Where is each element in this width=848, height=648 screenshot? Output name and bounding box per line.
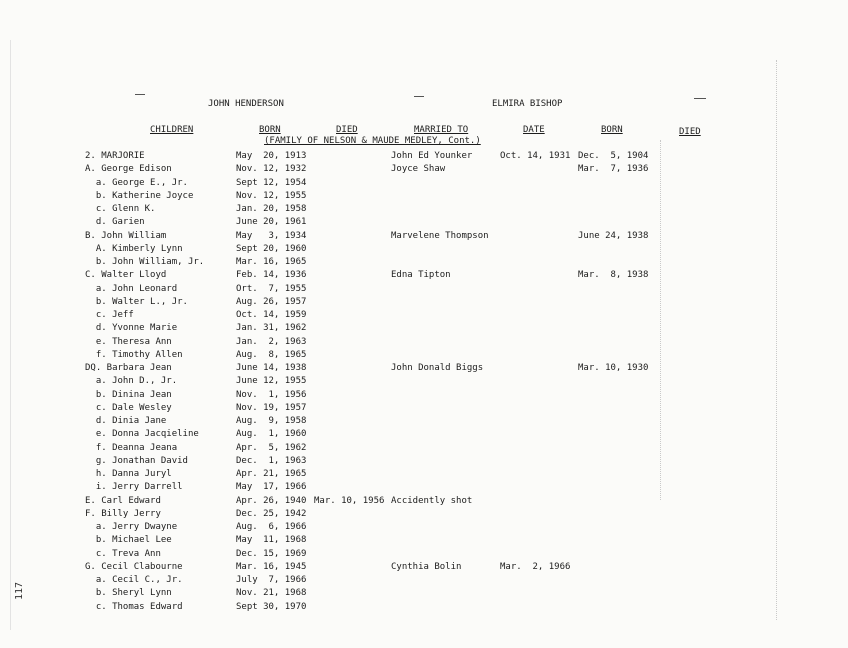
child-born: July 7, 1966 xyxy=(236,575,307,585)
child-name: c. Glenn K. xyxy=(85,204,156,214)
child-name: f. Timothy Allen xyxy=(85,350,183,360)
child-name: c. Dale Wesley xyxy=(85,403,172,413)
spouse-name: John Donald Biggs xyxy=(391,363,484,373)
child-born: Nov. 19, 1957 xyxy=(236,403,307,413)
child-born: Ort. 7, 1955 xyxy=(236,284,307,294)
child-name: a. George E., Jr. xyxy=(85,178,188,188)
column-date: DATE xyxy=(523,125,545,135)
scan-artifact-line xyxy=(660,140,661,500)
child-name: e. Donna Jacqieline xyxy=(85,429,199,439)
child-born: Aug. 26, 1957 xyxy=(236,297,307,307)
child-born: Jan. 31, 1962 xyxy=(236,323,307,333)
page-edge xyxy=(10,40,11,630)
child-born: May 17, 1966 xyxy=(236,482,307,492)
child-name: a. John Leonard xyxy=(85,284,178,294)
spouse-born: Mar. 8, 1938 xyxy=(578,270,649,280)
child-name: 2. MARJORIE xyxy=(85,151,145,161)
child-born: Oct. 14, 1959 xyxy=(236,310,307,320)
child-name: a. Jerry Dwayne xyxy=(85,522,178,532)
spouse-born: Dec. 5, 1904 xyxy=(578,151,649,161)
child-born: May 3, 1934 xyxy=(236,231,307,241)
child-name: h. Danna Juryl xyxy=(85,469,172,479)
child-born: Aug. 6, 1966 xyxy=(236,522,307,532)
child-name: c. Thomas Edward xyxy=(85,602,183,612)
spouse-name: Accidently shot xyxy=(391,496,473,506)
child-born: June 20, 1961 xyxy=(236,217,307,227)
child-born: Nov. 1, 1956 xyxy=(236,390,307,400)
child-born: Sept 20, 1960 xyxy=(236,244,307,254)
child-born: Apr. 26, 1940 xyxy=(236,496,307,506)
child-name: b. Michael Lee xyxy=(85,535,172,545)
child-name: b. Dinina Jean xyxy=(85,390,172,400)
father-name: JOHN HENDERSON xyxy=(208,99,284,109)
child-name: a. John D., Jr. xyxy=(85,376,178,386)
child-died: Mar. 10, 1956 xyxy=(314,496,385,506)
child-name: C. Walter Lloyd xyxy=(85,270,167,280)
child-born: Sept 30, 1970 xyxy=(236,602,307,612)
child-born: Nov. 12, 1932 xyxy=(236,164,307,174)
child-born: Apr. 5, 1962 xyxy=(236,443,307,453)
column-married-to: MARRIED TO xyxy=(414,125,469,135)
scan-mark xyxy=(694,98,706,99)
spouse-name: Cynthia Bolin xyxy=(391,562,462,572)
column-spouse-born: BORN xyxy=(601,125,623,135)
scan-artifact-line xyxy=(776,60,777,620)
child-name: g. Jonathan David xyxy=(85,456,188,466)
child-name: d. Dinia Jane xyxy=(85,416,167,426)
spouse-name: Marvelene Thompson xyxy=(391,231,489,241)
child-born: Mar. 16, 1945 xyxy=(236,562,307,572)
child-name: b. Walter L., Jr. xyxy=(85,297,188,307)
child-name: A. Kimberly Lynn xyxy=(85,244,183,254)
column-children: CHILDREN xyxy=(150,125,194,135)
child-name: c. Treva Ann xyxy=(85,549,161,559)
column-died: DIED xyxy=(336,125,358,135)
child-name: b. Sheryl Lynn xyxy=(85,588,172,598)
child-name: i. Jerry Darrell xyxy=(85,482,183,492)
child-name: F. Billy Jerry xyxy=(85,509,161,519)
column-spouse-died: DIED xyxy=(679,127,701,137)
child-born: June 14, 1938 xyxy=(236,363,307,373)
child-name: E. Carl Edward xyxy=(85,496,161,506)
column-born: BORN xyxy=(259,125,281,135)
child-born: Nov. 12, 1955 xyxy=(236,191,307,201)
margin-page-mark: 117 xyxy=(14,581,25,600)
child-born: Mar. 16, 1965 xyxy=(236,257,307,267)
spouse-name: Edna Tipton xyxy=(391,270,451,280)
child-name: G. Cecil Clabourne xyxy=(85,562,183,572)
spouse-name: John Ed Younker xyxy=(391,151,473,161)
child-name: c. Jeff xyxy=(85,310,134,320)
child-born: Sept 12, 1954 xyxy=(236,178,307,188)
child-born: Jan. 2, 1963 xyxy=(236,337,307,347)
family-note: (FAMILY OF NELSON & MAUDE MEDLEY, Cont.) xyxy=(264,136,481,146)
child-name: A. George Edison xyxy=(85,164,172,174)
child-born: Feb. 14, 1936 xyxy=(236,270,307,280)
child-born: Dec. 25, 1942 xyxy=(236,509,307,519)
mother-name: ELMIRA BISHOP xyxy=(492,99,563,109)
spouse-born: Mar. 10, 1930 xyxy=(578,363,649,373)
child-name: B. John William xyxy=(85,231,167,241)
child-born: Dec. 1, 1963 xyxy=(236,456,307,466)
marriage-date: Mar. 2, 1966 xyxy=(500,562,571,572)
child-born: Aug. 9, 1958 xyxy=(236,416,307,426)
child-born: Aug. 1, 1960 xyxy=(236,429,307,439)
child-name: f. Deanna Jeana xyxy=(85,443,178,453)
child-name: a. Cecil C., Jr. xyxy=(85,575,183,585)
child-born: Jan. 20, 1958 xyxy=(236,204,307,214)
child-name: e. Theresa Ann xyxy=(85,337,172,347)
child-born: Dec. 15, 1969 xyxy=(236,549,307,559)
scan-mark xyxy=(135,94,145,95)
child-name: d. Yvonne Marie xyxy=(85,323,178,333)
child-born: June 12, 1955 xyxy=(236,376,307,386)
child-name: d. Garien xyxy=(85,217,145,227)
child-born: Nov. 21, 1968 xyxy=(236,588,307,598)
marriage-date: Oct. 14, 1931 xyxy=(500,151,571,161)
child-name: b. Katherine Joyce xyxy=(85,191,194,201)
child-name: b. John William, Jr. xyxy=(85,257,205,267)
child-born: Aug. 8, 1965 xyxy=(236,350,307,360)
child-born: May 11, 1968 xyxy=(236,535,307,545)
child-born: Apr. 21, 1965 xyxy=(236,469,307,479)
scan-mark xyxy=(414,96,424,97)
child-born: May 20, 1913 xyxy=(236,151,307,161)
spouse-name: Joyce Shaw xyxy=(391,164,446,174)
spouse-born: June 24, 1938 xyxy=(578,231,649,241)
spouse-born: Mar. 7, 1936 xyxy=(578,164,649,174)
child-name: DQ. Barbara Jean xyxy=(85,363,172,373)
